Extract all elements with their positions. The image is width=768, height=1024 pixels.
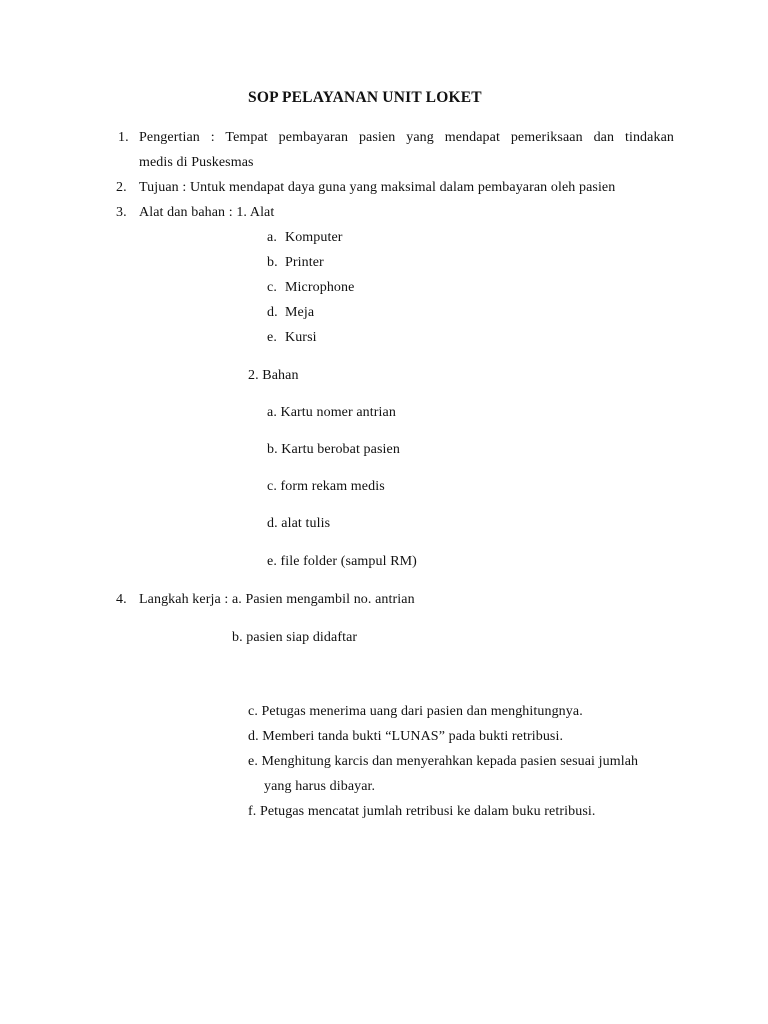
bahan-heading: 2. Bahan xyxy=(248,368,299,383)
list-item: Komputer xyxy=(285,230,343,245)
step-item-continuation: yang harus dibayar. xyxy=(264,779,376,794)
list-marker: b. xyxy=(267,255,278,270)
list-item: d. alat tulis xyxy=(267,516,331,531)
list-marker: e. xyxy=(267,330,277,345)
list-item: a. Kartu nomer antrian xyxy=(267,405,396,420)
section-number: 2. xyxy=(116,180,127,195)
step-item: b. pasien siap didaftar xyxy=(232,630,358,645)
section-number: 1. xyxy=(118,130,129,145)
document-title: SOP PELAYANAN UNIT LOKET xyxy=(248,89,482,106)
list-item: Meja xyxy=(285,305,315,320)
section-number: 3. xyxy=(116,205,127,220)
list-marker: a. xyxy=(267,230,277,245)
step-item: d. Memberi tanda bukti “LUNAS” pada bukti retribusi. xyxy=(248,729,564,744)
list-item: Kursi xyxy=(285,330,317,345)
list-item: b. Kartu berobat pasien xyxy=(267,442,400,457)
list-item: e. file folder (sampul RM) xyxy=(267,554,417,569)
section-number: 4. xyxy=(116,592,127,607)
section-1-line-2: medis di Puskesmas xyxy=(139,155,254,170)
section-4-text: Langkah kerja : a. Pasien mengambil no. antrian xyxy=(139,592,415,607)
step-item: e. Menghitung karcis dan menyerahkan kepada pasien sesuai jumlah xyxy=(248,754,639,769)
list-marker: d. xyxy=(267,305,278,320)
section-1-line-1: Pengertian : Tempat pembayaran pasien yang mendapat pemeriksaan dan tindakan xyxy=(139,130,674,145)
list-item: Printer xyxy=(285,255,324,270)
list-marker: c. xyxy=(267,280,277,295)
list-item: c. form rekam medis xyxy=(267,479,385,494)
list-item: Microphone xyxy=(285,280,355,295)
step-item: c. Petugas menerima uang dari pasien dan menghitungnya. xyxy=(248,704,583,719)
section-2-text: Tujuan : Untuk mendapat daya guna yang maksimal dalam pembayaran oleh pasien xyxy=(139,180,616,195)
section-3-text: Alat dan bahan : 1. Alat xyxy=(139,205,275,220)
step-item: f. Petugas mencatat jumlah retribusi ke dalam buku retribusi. xyxy=(248,804,596,819)
